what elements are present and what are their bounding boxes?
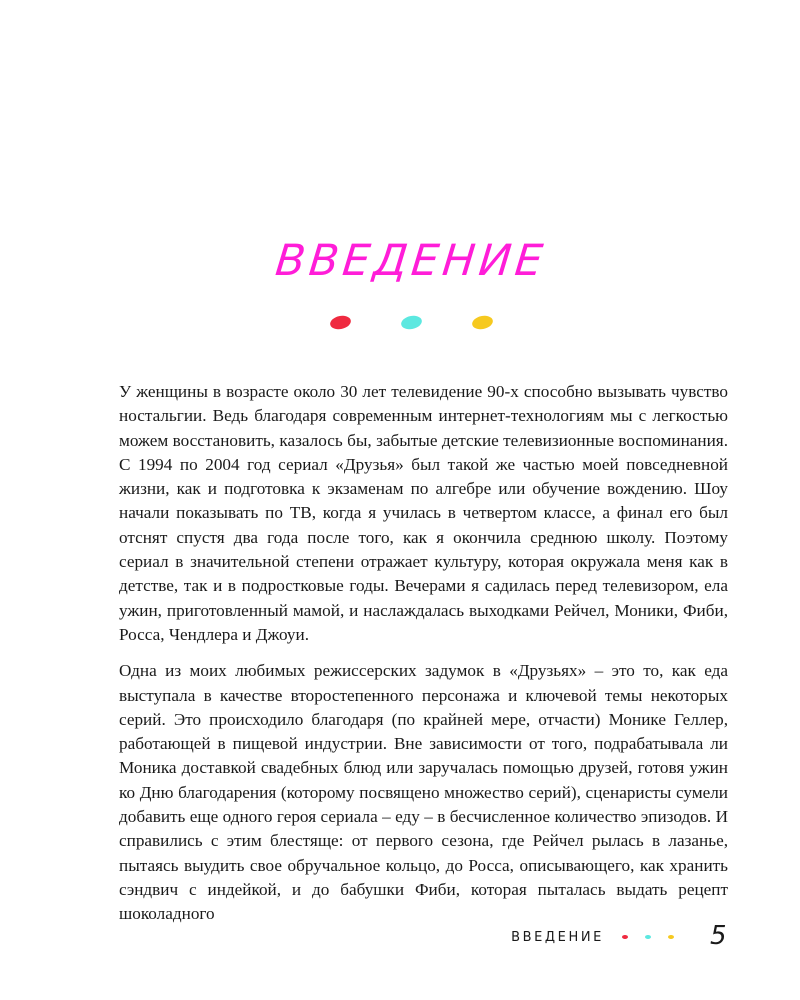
- page-number: 5: [710, 921, 727, 951]
- running-title: ВВЕДЕНИЕ: [511, 930, 604, 945]
- chapter-title: ВВЕДЕНИЕ: [273, 236, 549, 286]
- paragraph: У женщины в возрасте около 30 лет телевидение 90-х способно вызывать чувство ностальгии. Ведь благодаря современным интернет-технологиям мы с легкостью можем восстановить, казалось бы, забытые детские телевизионные воспоминания. С 1994 по 2004 год сериал «Друзья» был такой же частью моей повседневной жизни, как и подготовка к экзаменам по алгебре или обучение вождению. Шоу начали показывать по ТВ, когда я училась в четвертом классе, а финал его был отснят спустя два года после того, как я окончила среднюю школу. Поэтому сериал в значительной степени отражает культуру, которая окружала меня как в детстве, так и в подростковые годы. Вечерами я садилась перед телевизором, ела ужин, приготовленный мамой, и наслаждалась выходками Рейчел, Моники, Фиби, Росса, Чендлера и Джоуи.: [119, 382, 728, 644]
- dot-cyan: [399, 314, 422, 331]
- dot-red: [328, 314, 351, 331]
- decorative-dots: [0, 316, 800, 329]
- footer-dot-yellow: [668, 935, 674, 939]
- dot-yellow: [470, 314, 493, 331]
- footer-dot-red: [622, 935, 628, 939]
- footer-dots: [622, 935, 674, 939]
- body-text: [119, 380, 728, 939]
- footer-dot-cyan: [645, 935, 651, 939]
- paragraph: Одна из моих любимых режиссерских задумок в «Друзьях» – это то, как еда выступала в качестве второстепенного персонажа и ключевой темы некоторых серий. Это происходило благодаря (по крайней мере, отчасти) Монике Геллер, работающей в пищевой индустрии. Вне зависимости от того, подрабатывала ли Моника доставкой свадебных блюд или заручалась помощью друзей, готовя ужин ко Дню благодарения (которому посвящено множество серий), сценаристы сумели добавить еще одного героя сериала – еду – в бесчисленное количество эпизодов. И справились с этим блестяще: от первого сезона, где Рейчел рылась в лазанье, пытаясь выудить свое обручальное кольцо, до Росса, описывающего, как хранить сэндвич с индейкой, и до бабушки Фиби, которая пыталась выдать рецепт шоколадного: [119, 661, 728, 924]
- page-footer: [0, 921, 800, 954]
